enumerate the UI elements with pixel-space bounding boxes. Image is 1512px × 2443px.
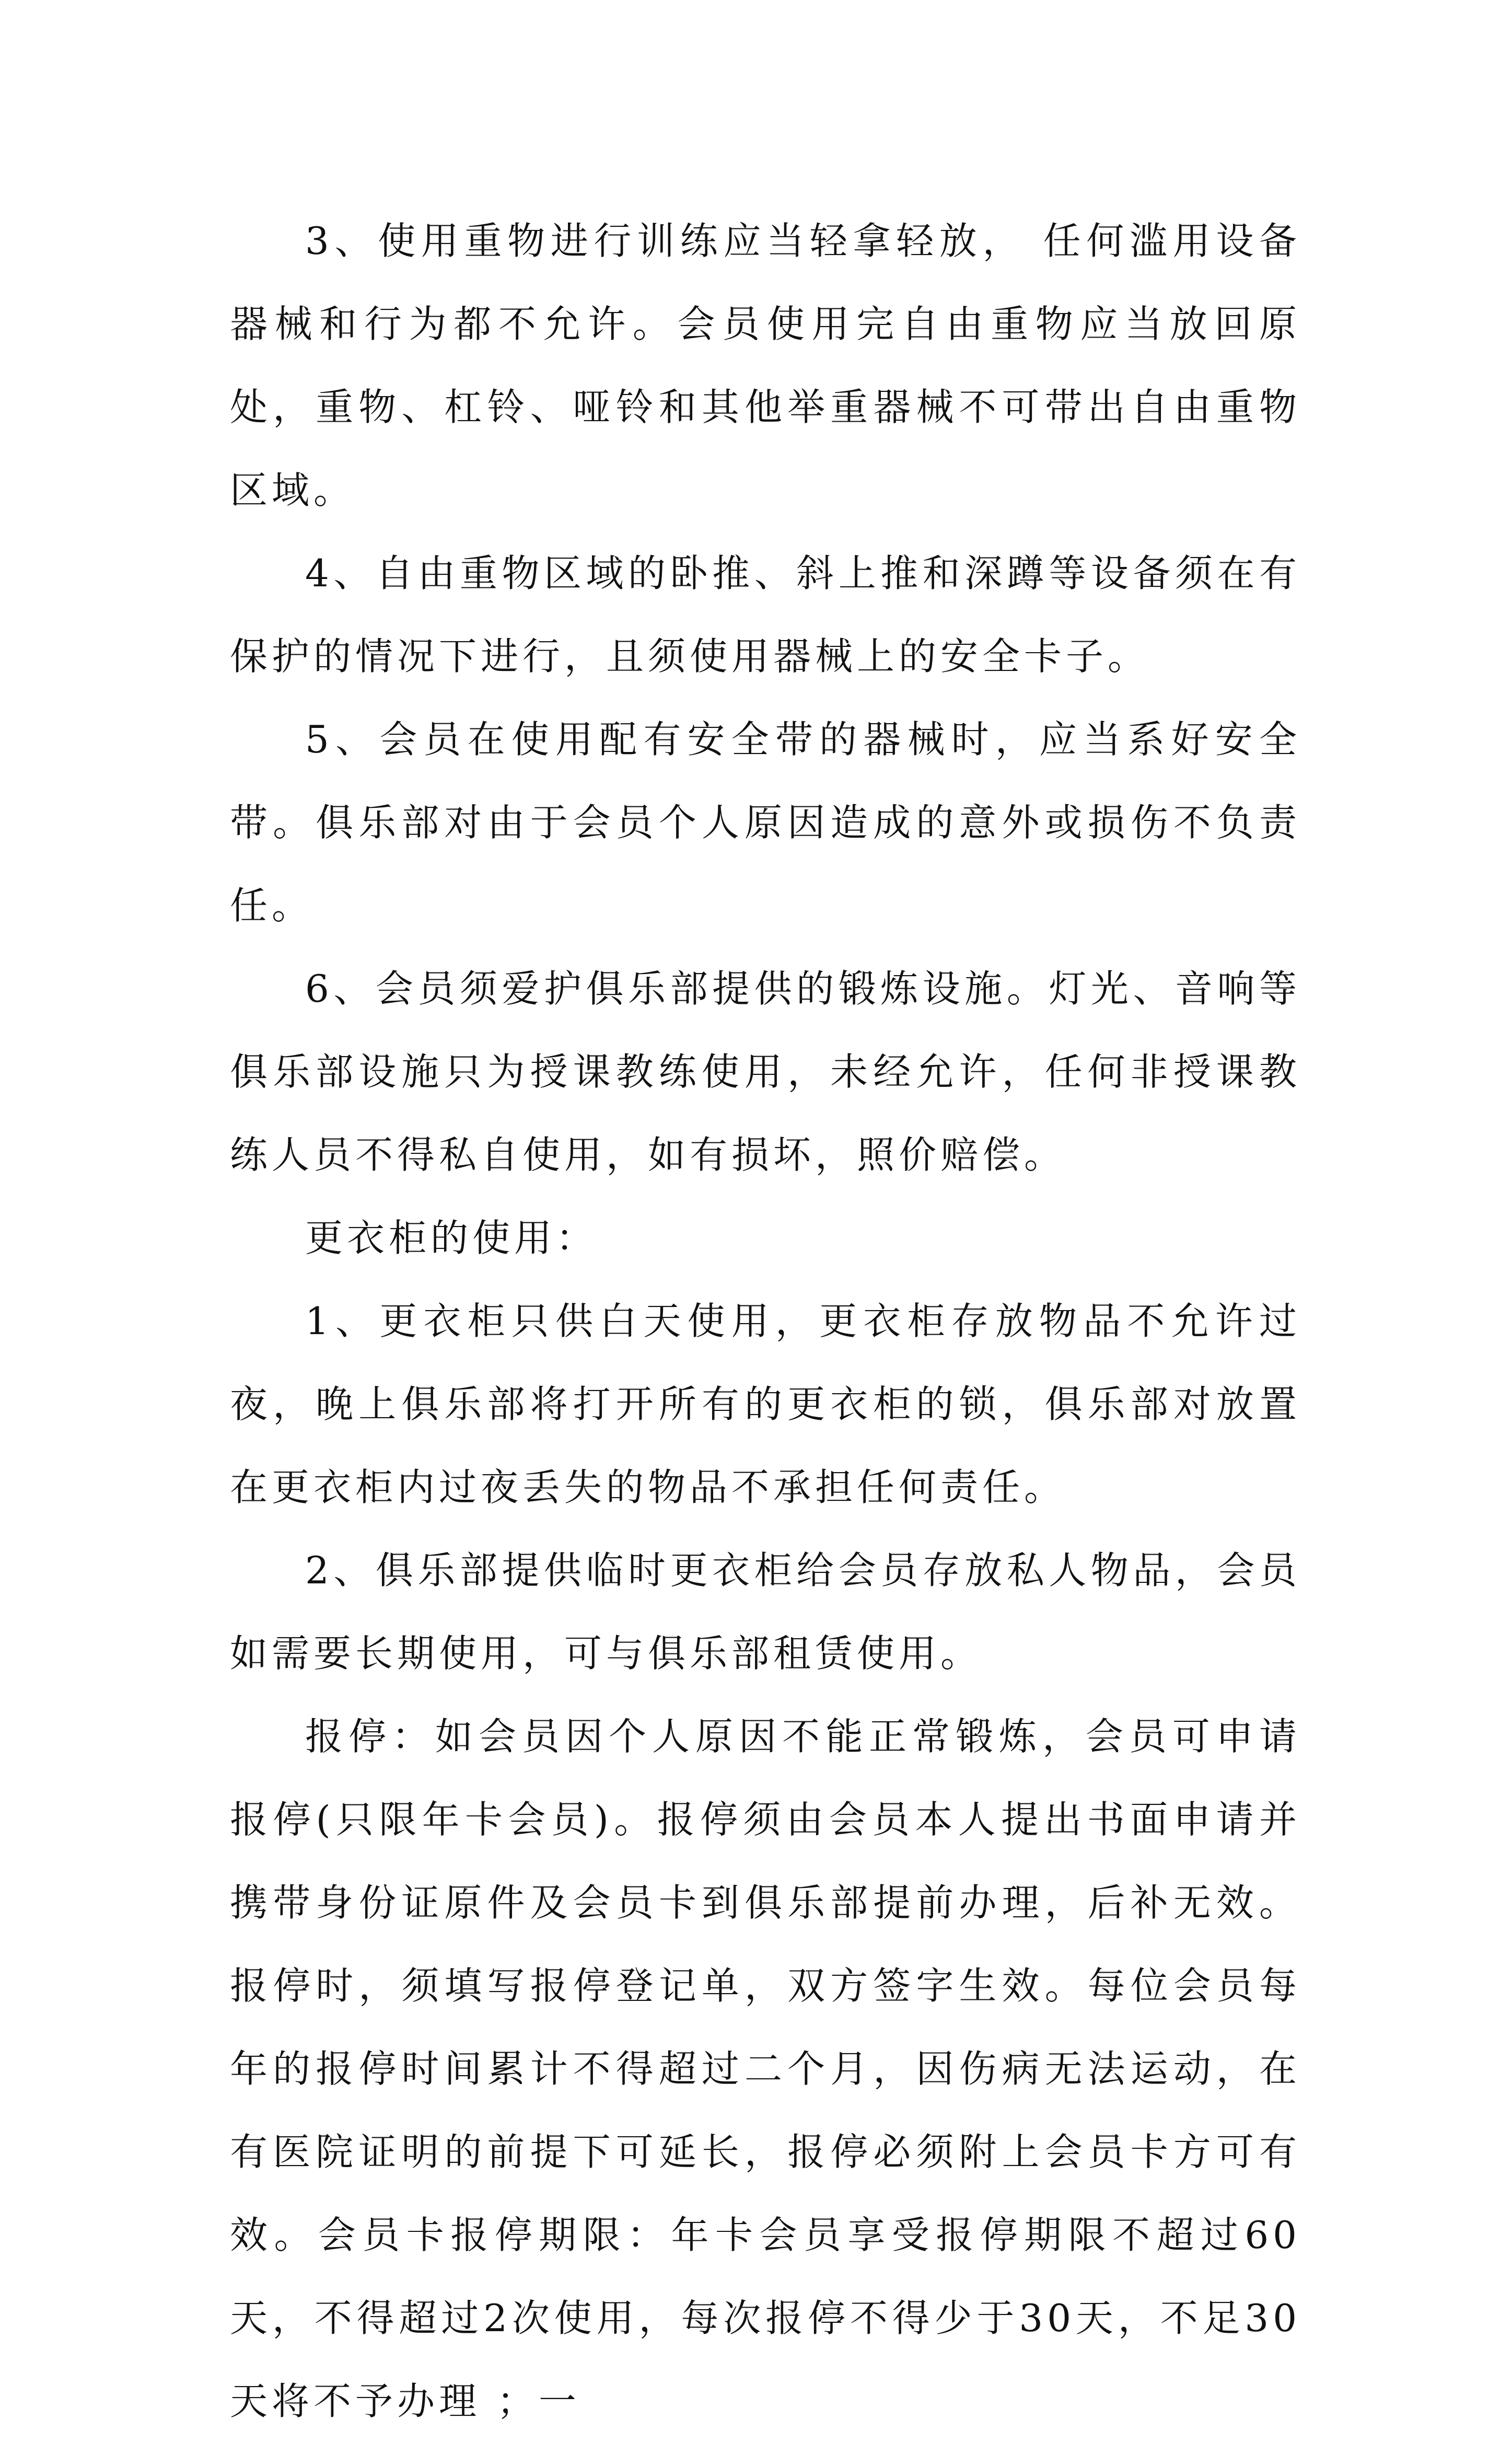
paragraph-locker-1: 1、更衣柜只供白天使用，更衣柜存放物品不允许过夜，晚上俱乐部将打开所有的更衣柜的锁，俱乐部对放置在更衣柜内过夜丢失的物品不承担任何责任。 — [230, 1299, 1301, 1509]
paragraph-rule-4: 4、自由重物区域的卧推、斜上推和深蹲等设备须在有保护的情况下进行，且须使用器械上的安全卡子。 — [230, 551, 1301, 678]
section-heading-locker: 更衣柜的使用： — [305, 1216, 598, 1260]
paragraph-locker-2: 2、俱乐部提供临时更衣柜给会员存放私人物品，会员如需要长期使用，可与俱乐部租赁使用。 — [230, 1548, 1301, 1675]
paragraph-suspension: 报停：如会员因个人原因不能正常锻炼，会员可申请报停(只限年卡会员)。报停须由会员本人提出书面申请并携带身份证原件及会员卡到俱乐部提前办理，后补无效。报停时，须填写报停登记单，双方签字生效。每位会员每年的报停时间累计不得超过二个月，因伤病无法运动，在有医院证明的前提下可延长，报停必须附上会员卡方可有效。会员卡报停期限：年卡会员享受报停期限不超过60天，不得超过2次使用，每次报停不得少于30天，不足30天将不予办理 ；一 — [230, 1715, 1301, 2423]
paragraph-rule-6: 6、会员须爱护俱乐部提供的锻炼设施。灯光、音响等俱乐部设施只为授课教练使用，未经允许，任何非授课教练人员不得私自使用，如有损坏，照价赔偿。 — [230, 967, 1301, 1177]
document-body — [230, 200, 1301, 2443]
paragraph-rule-5: 5、会员在使用配有安全带的器械时，应当系好安全带。俱乐部对由于会员个人原因造成的意外或损伤不负责任。 — [230, 717, 1301, 928]
paragraph-rule-3: 3、使用重物进行训练应当轻拿轻放， 任何滥用设备器械和行为都不允许。会员使用完自由重物应当放回原处，重物、杠铃、哑铃和其他举重器械不可带出自由重物区域。 — [230, 219, 1301, 512]
